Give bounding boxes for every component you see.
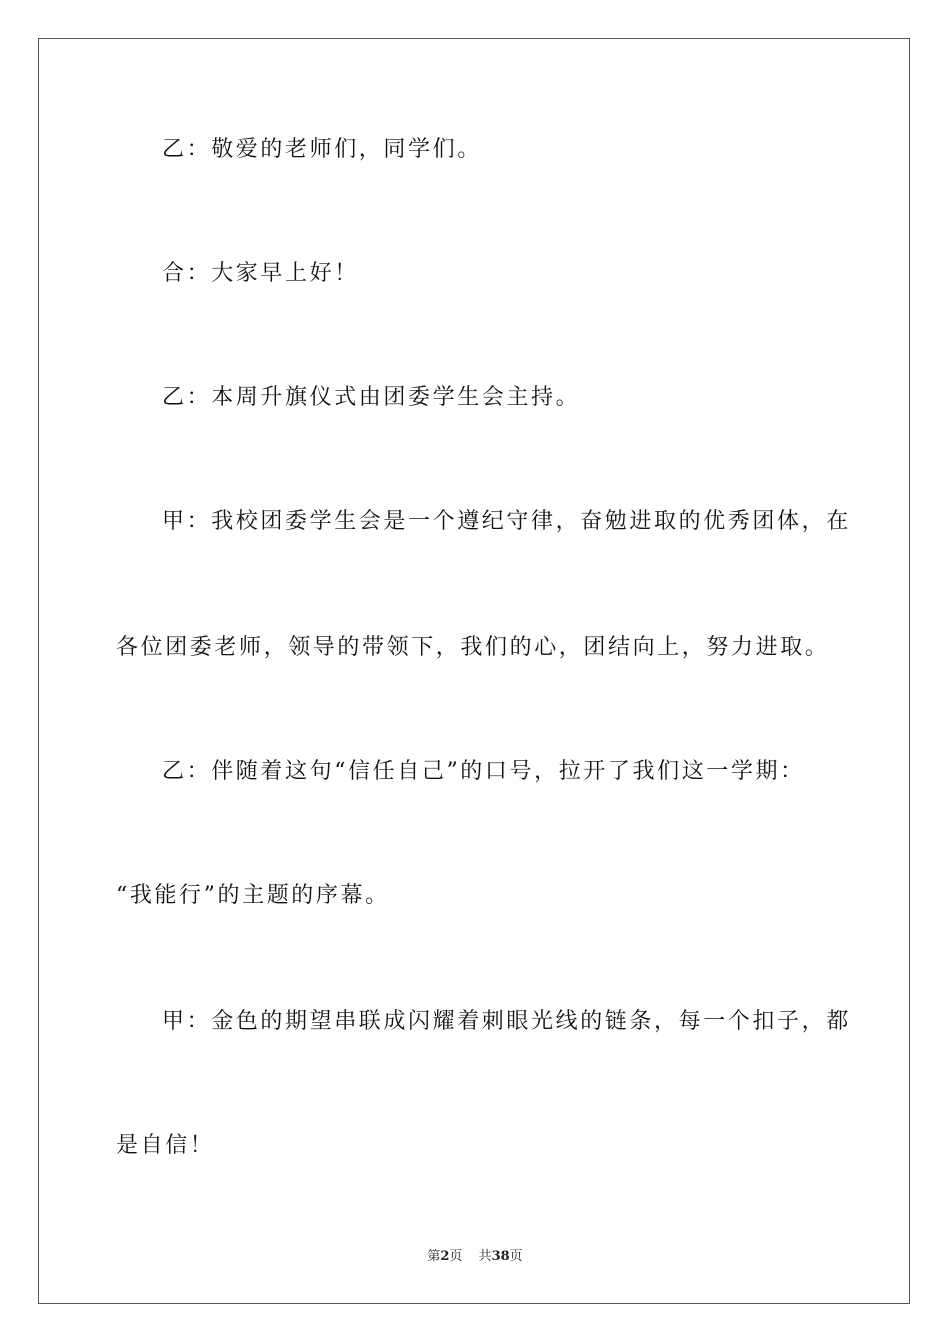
- paragraph-line: 合：大家早上好！: [162, 261, 359, 286]
- paragraph-line: 各位团委老师，领导的带领下，我们的心，团结向上，努力进取。: [116, 635, 830, 660]
- total-suffix: 页: [509, 1249, 523, 1264]
- paragraph-line: 是自信！: [116, 1133, 215, 1158]
- total-prefix: 共: [478, 1249, 492, 1264]
- paragraph-line: 甲：金色的期望串联成闪耀着刺眼光线的链条，每一个扣子，都: [162, 1009, 851, 1034]
- paragraph-line: “我能行”的主题的序幕。: [116, 883, 390, 908]
- paragraph-line: 甲：我校团委学生会是一个遵纪守律，奋勉进取的优秀团体，在: [162, 509, 851, 534]
- paragraph-line: 乙：本周升旗仪式由团委学生会主持。: [162, 385, 581, 410]
- total-pages: 38: [491, 1249, 510, 1264]
- page-footer: [0, 1248, 950, 1266]
- page-prefix: 第: [427, 1249, 441, 1264]
- page-suffix: 页: [449, 1249, 463, 1264]
- paragraph-line: 乙：敬爱的老师们，同学们。: [162, 137, 482, 162]
- page-border: [38, 38, 910, 1304]
- page-indicator: [427, 1249, 462, 1264]
- page-number: 2: [440, 1249, 450, 1264]
- paragraph-line: 乙：伴随着这句“信任自己”的口号，拉开了我们这一学期：: [162, 759, 805, 784]
- total-indicator: [479, 1249, 523, 1264]
